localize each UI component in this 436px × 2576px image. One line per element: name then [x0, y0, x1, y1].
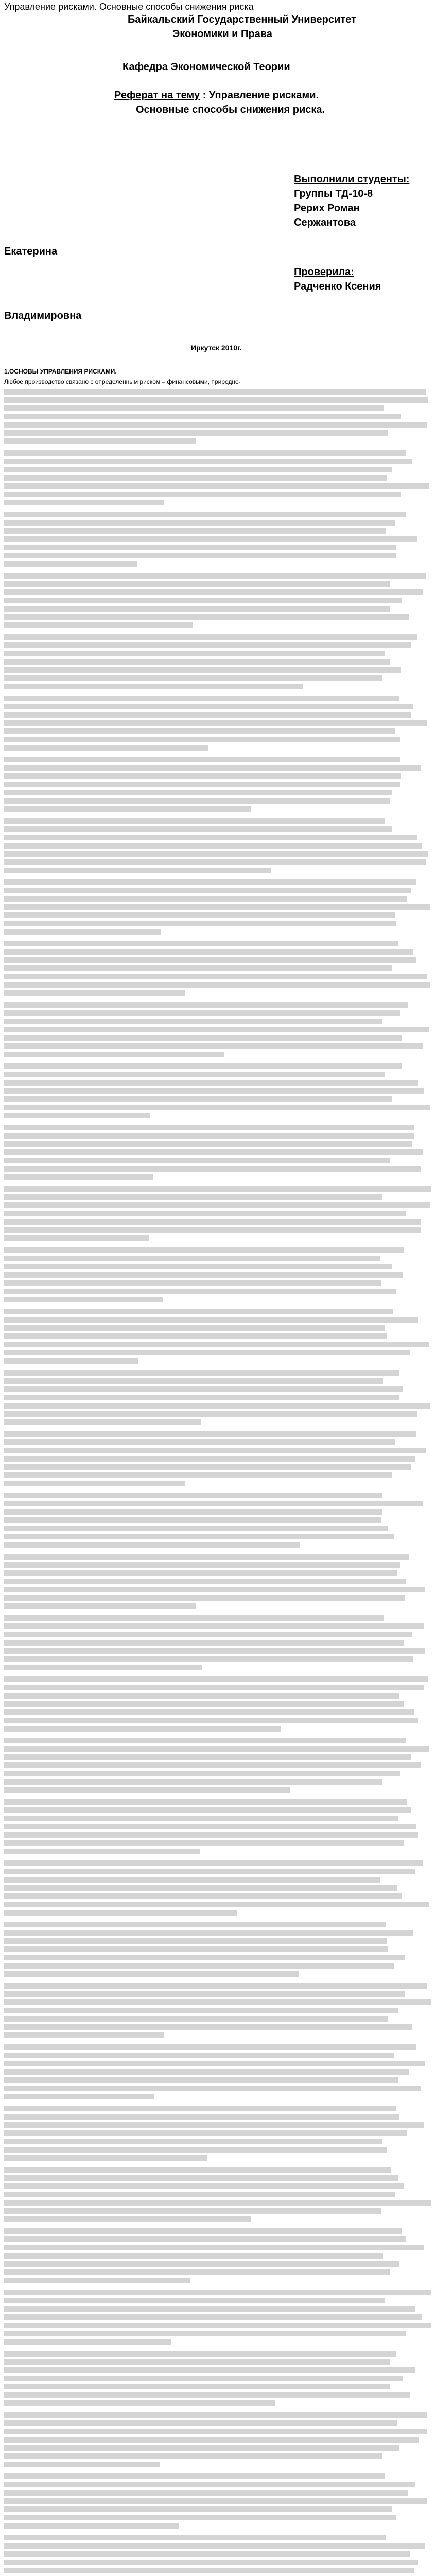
text-line-placeholder — [4, 1149, 423, 1155]
checker-name-line-1: Радченко Ксения — [294, 281, 381, 292]
referat-label: Реферат на тему — [114, 90, 200, 101]
text-line-placeholder — [4, 1439, 395, 1445]
text-line-placeholder — [4, 528, 386, 534]
text-line-placeholder — [4, 1219, 421, 1225]
text-line-placeholder — [4, 1395, 399, 1400]
text-line-placeholder — [4, 2515, 396, 2520]
text-line-placeholder — [4, 941, 398, 946]
text-line-placeholder — [4, 1133, 414, 1139]
text-line-placeholder — [4, 2568, 414, 2573]
text-line-placeholder — [4, 1358, 138, 1364]
text-line-placeholder — [4, 1027, 429, 1032]
text-line-placeholder — [4, 2208, 381, 2214]
text-line-placeholder — [4, 1063, 402, 1069]
text-line-placeholder — [4, 2106, 396, 2111]
text-line-placeholder — [4, 704, 413, 709]
text-line-placeholder — [4, 553, 396, 558]
text-line-placeholder — [4, 1481, 185, 1486]
text-line-placeholder — [4, 1946, 388, 1952]
text-line-placeholder — [4, 1386, 403, 1392]
text-line-placeholder — [4, 2453, 382, 2459]
text-line-placeholder — [4, 1902, 429, 1907]
section-1 — [4, 367, 432, 2576]
text-line-placeholder — [4, 2032, 164, 2038]
text-line-placeholder — [4, 2094, 154, 2099]
text-line-placeholder — [4, 2008, 398, 2013]
text-line-placeholder — [4, 2024, 412, 2030]
text-line-placeholder — [4, 1002, 408, 1008]
text-line-placeholder — [4, 1088, 424, 1094]
text-line-placeholder — [4, 859, 426, 865]
text-line-placeholder — [4, 2351, 396, 2357]
text-line-placeholder — [4, 1289, 396, 1294]
text-line-placeholder — [4, 397, 428, 403]
text-line-placeholder — [4, 2183, 404, 2189]
text-line-placeholder — [4, 712, 411, 718]
text-line-placeholder — [4, 1816, 398, 1821]
text-line-placeholder — [4, 1534, 394, 1539]
text-line-placeholder — [4, 2114, 399, 2120]
text-line-placeholder — [4, 835, 417, 840]
text-line-placeholder — [4, 450, 406, 456]
university-name-line-2: Экономики и Права — [172, 28, 272, 40]
text-line-placeholder — [4, 512, 406, 517]
performed-by-label: Выполнили студенты: — [294, 174, 410, 185]
text-line-placeholder — [4, 1955, 405, 1960]
text-line-placeholder — [4, 1526, 388, 1531]
text-line-placeholder — [4, 1999, 431, 2005]
text-line-placeholder — [4, 1849, 200, 1854]
text-line-placeholder — [4, 965, 392, 971]
text-line-placeholder — [4, 1746, 429, 1752]
text-line-placeholder — [4, 1910, 237, 1916]
text-line-placeholder — [4, 790, 392, 795]
text-line-placeholder — [4, 1869, 415, 1874]
text-line-placeholder — [4, 1693, 399, 1699]
text-line-placeholder — [4, 2367, 415, 2373]
text-line-placeholder — [4, 1893, 402, 1899]
text-line-placeholder — [4, 2245, 424, 2250]
text-line-placeholder — [4, 651, 385, 656]
text-line-placeholder — [4, 1648, 425, 1654]
text-line-placeholder — [4, 843, 422, 849]
text-line-placeholder — [4, 1885, 397, 1891]
text-line-placeholder — [4, 1615, 384, 1621]
text-line-placeholder — [4, 1587, 425, 1592]
text-line-placeholder — [4, 2077, 398, 2083]
text-line-placeholder — [4, 1280, 381, 1286]
text-line-placeholder — [4, 1035, 402, 1041]
text-line-placeholder — [4, 1186, 431, 1192]
text-line-placeholder — [4, 606, 390, 612]
text-line-placeholder — [4, 1579, 406, 1584]
text-line-placeholder — [4, 614, 409, 620]
text-line-placeholder — [4, 728, 395, 734]
text-line-placeholder — [4, 622, 193, 628]
text-line-placeholder — [4, 2400, 275, 2406]
text-line-placeholder — [4, 2306, 415, 2312]
text-line-placeholder — [4, 2278, 190, 2283]
student-1-name: Рерих Роман — [294, 202, 360, 214]
text-line-placeholder — [4, 1072, 385, 1077]
text-line-placeholder — [4, 1264, 392, 1269]
student-2-first-name: Екатерина — [4, 246, 58, 257]
text-line-placeholder — [4, 1656, 413, 1662]
text-line-placeholder — [4, 2429, 427, 2434]
section-1-lead-text: Любое производство связано с определенным риском – финансовыми, природно- — [4, 378, 241, 385]
text-line-placeholder — [4, 520, 395, 526]
text-line-placeholder — [4, 1472, 392, 1478]
text-line-placeholder — [4, 1799, 407, 1805]
text-line-placeholder — [4, 1125, 414, 1130]
text-line-placeholder — [4, 1194, 382, 1200]
text-line-placeholder — [4, 459, 412, 464]
text-line-placeholder — [4, 1010, 400, 1016]
text-line-placeholder — [4, 1779, 382, 1785]
text-line-placeholder — [4, 1272, 403, 1278]
text-line-placeholder — [4, 2437, 419, 2443]
text-line-placeholder — [4, 2016, 388, 2022]
text-line-placeholder — [4, 2236, 406, 2242]
text-line-placeholder — [4, 1317, 418, 1323]
text-line-placeholder — [4, 1517, 381, 1523]
text-line-placeholder — [4, 765, 421, 771]
text-line-placeholder — [4, 2384, 390, 2389]
text-line-placeholder — [4, 1938, 387, 1944]
checker-name-line-2: Владимировна — [4, 310, 82, 321]
text-line-placeholder — [4, 1701, 404, 1707]
text-line-placeholder — [4, 2339, 171, 2345]
text-line-placeholder — [4, 1403, 430, 1409]
text-line-placeholder — [4, 1718, 418, 1723]
text-line-placeholder — [4, 405, 384, 411]
text-line-placeholder — [4, 1166, 421, 1172]
text-line-placeholder — [4, 389, 426, 395]
checked-by-label: Проверила: — [294, 266, 354, 278]
text-line-placeholder — [4, 1509, 382, 1515]
text-line-placeholder — [4, 1738, 406, 1743]
text-line-placeholder — [4, 1595, 405, 1601]
text-line-placeholder — [4, 1922, 386, 1927]
text-line-placeholder — [4, 1043, 423, 1049]
text-line-placeholder — [4, 1971, 299, 1977]
text-line-placeholder — [4, 974, 427, 979]
text-line-placeholder — [4, 1603, 196, 1609]
text-line-placeholder — [4, 1419, 201, 1425]
text-line-placeholder — [4, 2298, 385, 2303]
text-line-placeholder — [4, 888, 411, 893]
text-line-placeholder — [4, 2167, 391, 2173]
text-line-placeholder — [4, 2314, 422, 2320]
text-line-placeholder — [4, 1325, 385, 1331]
text-line-placeholder — [4, 2261, 399, 2267]
text-line-placeholder — [4, 696, 399, 701]
text-line-placeholder — [4, 798, 390, 804]
text-line-placeholder — [4, 2323, 431, 2328]
text-line-placeholder — [4, 782, 400, 787]
text-line-placeholder — [4, 2061, 425, 2066]
text-line-placeholder — [4, 921, 396, 926]
text-line-placeholder — [4, 1350, 410, 1355]
text-line-placeholder — [4, 573, 426, 579]
text-line-placeholder — [4, 1235, 149, 1241]
text-line-placeholder — [4, 1930, 413, 1936]
student-2-surname: Сержантова — [294, 217, 356, 228]
text-line-placeholder — [4, 1685, 424, 1690]
text-line-placeholder — [4, 949, 413, 955]
text-line-placeholder — [4, 1787, 290, 1793]
text-line-placeholder — [4, 1771, 400, 1776]
text-line-placeholder — [4, 1963, 394, 1969]
text-line-placeholder — [4, 1991, 405, 1997]
text-line-placeholder — [4, 684, 303, 689]
text-line-placeholder — [4, 2155, 207, 2161]
text-line-placeholder — [4, 483, 429, 489]
text-line-placeholder — [4, 2376, 403, 2381]
document-title: Управление рисками. Основные способы снижения риска — [4, 2, 254, 12]
text-line-placeholder — [4, 1860, 423, 1866]
text-line-placeholder — [4, 737, 400, 742]
text-line-placeholder — [4, 1762, 421, 1768]
text-line-placeholder — [4, 2412, 427, 2418]
text-line-placeholder — [4, 2269, 390, 2275]
text-line-placeholder — [4, 1877, 380, 1883]
text-line-placeholder — [4, 2482, 415, 2487]
text-line-placeholder — [4, 1019, 382, 1024]
text-line-placeholder — [4, 414, 401, 419]
text-line-placeholder — [4, 1448, 426, 1453]
text-line-placeholder — [4, 1297, 163, 1302]
student-group: Группы ТД-10-8 — [294, 188, 373, 199]
text-line-placeholder — [4, 1665, 202, 1670]
text-line-placeholder — [4, 2359, 390, 2365]
university-name-line-1: Байкальский Государственный Университет — [128, 14, 356, 25]
text-line-placeholder — [4, 2560, 418, 2565]
text-line-placeholder — [4, 1824, 416, 1829]
text-line-placeholder — [4, 536, 417, 542]
referat-subject-line-2: Основные способы снижения риска. — [136, 104, 325, 115]
text-line-placeholder — [4, 1754, 411, 1760]
text-line-placeholder — [4, 1247, 404, 1253]
text-line-placeholder — [4, 851, 428, 857]
text-line-placeholder — [4, 1333, 387, 1339]
text-line-placeholder — [4, 1174, 153, 1180]
text-line-placeholder — [4, 467, 392, 472]
text-line-placeholder — [4, 422, 427, 428]
text-line-placeholder — [4, 1211, 406, 1216]
text-line-placeholder — [4, 1832, 418, 1838]
text-line-placeholder — [4, 1709, 414, 1715]
text-line-placeholder — [4, 1983, 427, 1989]
text-line-placeholder — [4, 879, 416, 885]
text-line-placeholder — [4, 2543, 425, 2549]
text-line-placeholder — [4, 904, 430, 910]
text-line-placeholder — [4, 581, 390, 587]
text-line-placeholder — [4, 2147, 387, 2153]
referat-subject-line-1: Управление рисками. — [208, 90, 319, 101]
text-line-placeholder — [4, 1570, 397, 1576]
text-line-placeholder — [4, 2535, 386, 2540]
title-page — [4, 13, 432, 379]
referat-colon: : — [200, 90, 209, 101]
text-line-placeholder — [4, 2175, 398, 2181]
text-line-placeholder — [4, 1342, 429, 1347]
text-line-placeholder — [4, 1464, 411, 1470]
text-line-placeholder — [4, 475, 387, 481]
text-line-placeholder — [4, 598, 402, 603]
text-line-placeholder — [4, 773, 401, 779]
text-line-placeholder — [4, 1105, 430, 1110]
text-line-placeholder — [4, 545, 396, 550]
text-line-placeholder — [4, 1378, 383, 1384]
text-line-placeholder — [4, 1370, 399, 1376]
text-line-placeholder — [4, 2490, 408, 2496]
text-line-placeholder — [4, 745, 208, 751]
text-line-placeholder — [4, 868, 271, 873]
text-line-placeholder — [4, 2216, 251, 2222]
text-line-placeholder — [4, 1096, 392, 1102]
text-line-placeholder — [4, 675, 382, 681]
text-line-placeholder — [4, 1309, 393, 1314]
text-line-placeholder — [4, 982, 430, 988]
text-line-placeholder — [4, 826, 392, 832]
text-line-placeholder — [4, 1542, 300, 1548]
text-line-placeholder — [4, 2551, 410, 2557]
text-line-placeholder — [4, 990, 185, 996]
text-line-placeholder — [4, 1431, 416, 1437]
text-line-placeholder — [4, 818, 385, 824]
text-line-placeholder — [4, 1807, 411, 1813]
text-line-placeholder — [4, 1113, 150, 1118]
text-line-placeholder — [4, 957, 416, 963]
text-line-placeholder — [4, 1623, 424, 1629]
text-line-placeholder — [4, 1840, 404, 1846]
text-line-placeholder — [4, 1202, 430, 1208]
text-line-placeholder — [4, 1227, 421, 1233]
text-line-placeholder — [4, 1052, 224, 1057]
text-line-placeholder — [4, 2445, 399, 2451]
department-name: Кафедра Экономической Теории — [123, 61, 290, 73]
text-line-placeholder — [4, 2392, 410, 2398]
text-line-placeholder — [4, 929, 161, 935]
text-line-placeholder — [4, 720, 427, 726]
text-line-placeholder — [4, 1080, 418, 1086]
section-1-heading: 1.ОСНОВЫ УПРАВЛЕНИЯ РИСКАМИ. — [4, 368, 117, 375]
text-line-placeholder — [4, 2506, 392, 2512]
text-line-placeholder — [4, 1554, 409, 1560]
text-line-placeholder — [4, 2053, 394, 2058]
text-line-placeholder — [4, 2498, 427, 2504]
text-line-placeholder — [4, 659, 390, 665]
text-line-placeholder — [4, 1158, 390, 1163]
text-line-placeholder — [4, 1501, 423, 1506]
text-line-placeholder — [4, 2192, 395, 2197]
text-line-placeholder — [4, 2069, 409, 2075]
text-line-placeholder — [4, 2523, 179, 2529]
referat-topic-line — [114, 90, 319, 101]
city-and-year: Иркутск 2010г. — [191, 344, 242, 352]
text-line-placeholder — [4, 1640, 404, 1646]
text-line-placeholder — [4, 1256, 380, 1261]
text-line-placeholder — [4, 589, 423, 595]
section-1-body-lines — [4, 389, 432, 2576]
text-line-placeholder — [4, 2122, 424, 2128]
text-line-placeholder — [4, 561, 137, 567]
text-line-placeholder — [4, 2290, 431, 2295]
text-line-placeholder — [4, 2228, 402, 2234]
text-line-placeholder — [4, 2420, 397, 2426]
text-line-placeholder — [4, 2139, 382, 2144]
text-line-placeholder — [4, 896, 407, 902]
text-line-placeholder — [4, 438, 196, 444]
text-line-placeholder — [4, 2200, 431, 2206]
text-line-placeholder — [4, 2086, 421, 2091]
text-line-placeholder — [4, 1562, 400, 1568]
text-line-placeholder — [4, 1632, 412, 1637]
text-line-placeholder — [4, 634, 417, 640]
text-line-placeholder — [4, 1676, 428, 1682]
text-line-placeholder — [4, 492, 401, 497]
text-line-placeholder — [4, 2462, 160, 2467]
text-line-placeholder — [4, 912, 395, 918]
text-line-placeholder — [4, 2253, 383, 2259]
text-line-placeholder — [4, 430, 388, 436]
text-line-placeholder — [4, 806, 251, 812]
text-line-placeholder — [4, 1141, 412, 1147]
text-line-placeholder — [4, 757, 400, 762]
text-line-placeholder — [4, 2044, 416, 2050]
text-line-placeholder — [4, 1411, 417, 1417]
text-line-placeholder — [4, 500, 164, 505]
text-line-placeholder — [4, 642, 411, 648]
text-line-placeholder — [4, 1456, 415, 1462]
text-line-placeholder — [4, 2130, 407, 2136]
text-line-placeholder — [4, 1493, 382, 1498]
text-line-placeholder — [4, 2331, 406, 2336]
text-line-placeholder — [4, 667, 401, 673]
text-line-placeholder — [4, 2473, 385, 2479]
text-line-placeholder — [4, 1726, 281, 1732]
